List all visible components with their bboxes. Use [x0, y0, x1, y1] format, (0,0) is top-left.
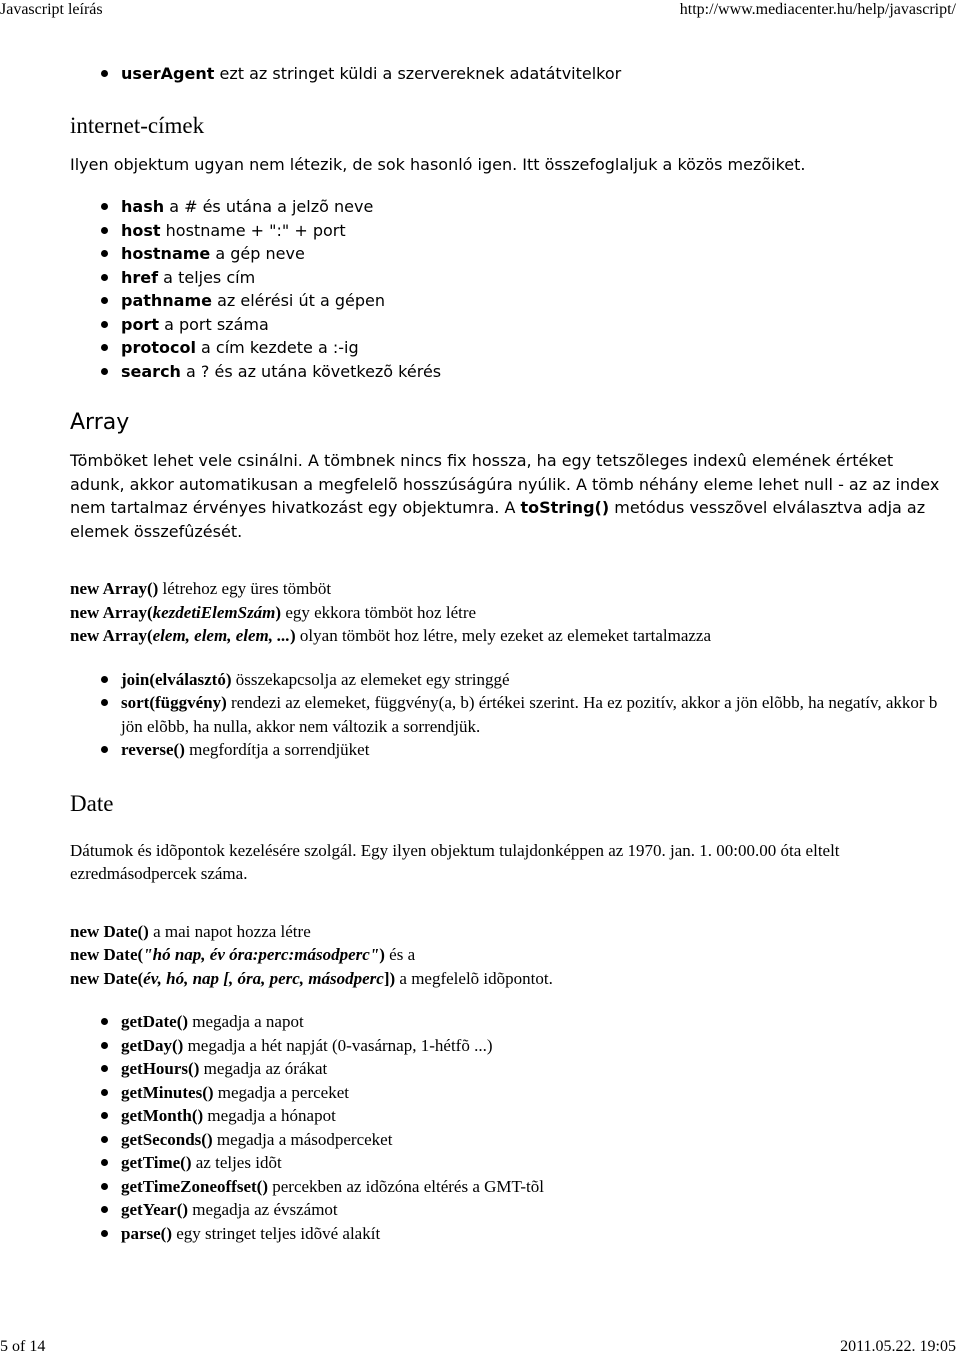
array-para-text-3: metódus vesszõvel elválasztva adja az elemek összefûzését. — [70, 498, 926, 541]
constructor-code-end: ) — [379, 945, 385, 964]
page-number: 5 of 14 — [0, 1338, 46, 1355]
list-item — [121, 1151, 940, 1175]
term: pathname — [121, 291, 212, 310]
term: getHours() — [121, 1059, 200, 1078]
term: protocol — [121, 338, 196, 357]
constructor-desc: és a — [384, 945, 416, 964]
constructor-line — [70, 601, 940, 625]
list-item — [121, 1222, 940, 1246]
term: host — [121, 220, 161, 240]
term-desc: a port száma — [158, 314, 269, 334]
list-item — [121, 668, 940, 692]
list-item — [121, 1198, 940, 1222]
constructor-line — [70, 967, 940, 991]
list-item — [121, 1034, 940, 1058]
term: join(elválasztó) — [121, 669, 232, 689]
page-header-title: Javascript leírás — [0, 1, 103, 18]
term: getMinutes() — [121, 1082, 214, 1102]
array-para-text-1: Tömböket lehet vele csinálni. — [70, 451, 303, 470]
term: userAgent — [121, 64, 215, 83]
constructor-code: new Array( — [70, 602, 153, 622]
term-desc: egy stringet teljes idõvé alakít — [171, 1223, 381, 1243]
term-desc: megadja a perceket — [213, 1082, 349, 1102]
list-item — [121, 1104, 940, 1128]
constructor-desc: létrehoz egy üres tömböt — [158, 579, 332, 598]
term: getTimeZoneoffset() — [121, 1176, 268, 1196]
list-item — [121, 242, 940, 266]
constructor-desc: a mai napot hozza létre — [148, 921, 311, 941]
constructor-line — [70, 943, 940, 967]
list-item — [121, 1057, 940, 1081]
term-desc: megadja az évszámot — [188, 1200, 338, 1219]
constructor-line — [70, 624, 940, 648]
constructor-code: new Array( — [70, 626, 153, 645]
term-desc: megadja a hónapot — [203, 1106, 336, 1125]
list-item — [121, 313, 940, 337]
document-body — [70, 60, 940, 1245]
list-item — [121, 1081, 940, 1105]
print-timestamp: 2011.05.22. 19:05 — [840, 1338, 956, 1355]
constructor-code: new Date( — [70, 968, 144, 988]
page-header-url: http://www.mediacenter.hu/help/javascript/ — [679, 1, 956, 18]
internet-fields-list — [70, 195, 940, 383]
constructor-line — [70, 920, 940, 944]
term: port — [121, 314, 159, 334]
constructor-code: new Date( — [70, 945, 144, 964]
tostring-term: toString() — [520, 498, 610, 517]
term: getDate() — [121, 1012, 189, 1031]
term-desc: rendezi az elemeket, függvény(a, b) értékei szerint. Ha ez pozitív, akkor a jön elõbb, ha negatív, akkor b jön elõbb, ha nulla, akkor nem változik a sorrendjük. — [121, 693, 938, 736]
internet-intro: Ilyen objektum ugyan nem létezik, de sok hasonló igen. Itt összefoglaljuk a közös mezõiket. — [70, 154, 806, 174]
term-desc: a # és utána a jelzõ neve — [164, 197, 374, 216]
term: getYear() — [121, 1200, 189, 1219]
list-item — [121, 738, 940, 762]
term-desc: összekapcsolja az elemeket egy stringgé — [231, 669, 510, 689]
list-item — [121, 219, 940, 243]
constructor-code-end: ) — [275, 602, 282, 622]
term: href — [121, 267, 159, 287]
list-item — [121, 336, 940, 360]
term: getDay() — [121, 1035, 184, 1055]
term-desc: megfordítja a sorrendjüket — [184, 740, 370, 759]
term-desc: az teljes idõt — [191, 1153, 282, 1172]
constructor-code-end: ]) — [383, 968, 396, 988]
list-item — [121, 691, 940, 738]
constructor-arg: elem, elem, elem, ... — [152, 626, 290, 645]
list-item — [121, 266, 940, 290]
term-desc: megadja a napot — [188, 1012, 304, 1031]
list-item — [121, 289, 940, 313]
section-heading-internet: internet-címek — [70, 112, 205, 138]
date-intro: Dátumok és idõpontok kezelésére szolgál. Egy ilyen objektum tulajdonképpen az 1970. jan. 1. 00:00.00 óta eltelt ezredmásodpercek száma. — [70, 840, 840, 883]
date-constructors — [70, 920, 940, 991]
term: parse() — [121, 1223, 172, 1243]
list-item — [121, 1175, 940, 1199]
array-methods-list — [70, 668, 940, 762]
array-paragraph — [70, 449, 940, 543]
list-item — [121, 1128, 940, 1152]
date-methods-list — [70, 1010, 940, 1245]
term-desc: a cím kezdete a :-ig — [195, 338, 359, 357]
constructor-desc: olyan tömböt hoz létre, mely ezeket az elemeket tartalmazza — [295, 626, 712, 645]
term-desc: megadja a másodperceket — [212, 1129, 393, 1149]
term: getTime() — [121, 1153, 192, 1172]
list-item — [121, 62, 940, 86]
section-heading-date: Date — [70, 790, 114, 816]
term: sort(függvény) — [121, 693, 227, 712]
list-item — [121, 1010, 940, 1034]
constructor-code: new Array() — [70, 579, 159, 598]
constructor-arg: év, hó, nap [, óra, perc, másodperc — [143, 968, 384, 988]
term: reverse() — [121, 740, 185, 759]
constructor-desc: egy ekkora tömböt hoz létre — [281, 602, 477, 622]
constructor-code: new Date() — [70, 921, 149, 941]
term-desc: percekben az idõzóna eltérés a GMT-tõl — [267, 1176, 544, 1196]
term: getSeconds() — [121, 1129, 213, 1149]
section-heading-array: Array — [70, 410, 130, 435]
term-desc: a teljes cím — [158, 267, 256, 287]
constructor-arg: kezdetiElemSzám — [152, 602, 276, 622]
constructor-code-end: ) — [290, 626, 296, 645]
term: getMonth() — [121, 1106, 204, 1125]
term: hash — [121, 197, 165, 216]
array-constructors — [70, 577, 940, 648]
term-desc: megadja az órákat — [199, 1059, 328, 1078]
list-item — [121, 360, 940, 384]
constructor-arg: "hó nap, év óra:perc:másodperc" — [143, 945, 380, 964]
term-desc: megadja a hét napját (0-vasárnap, 1-hétfõ ...) — [183, 1035, 493, 1055]
list-item — [121, 195, 940, 219]
term-desc: az elérési út a gépen — [212, 291, 385, 310]
useragent-list — [70, 62, 940, 86]
term-desc: a ? és az utána következõ kérés — [180, 361, 442, 381]
term-desc: hostname + ":" + port — [160, 220, 346, 240]
term-desc: ezt az stringet küldi a szervereknek adatátvitelkor — [214, 64, 622, 83]
constructor-line — [70, 577, 940, 601]
term: hostname — [121, 244, 211, 263]
term-desc: a gép neve — [210, 244, 305, 263]
constructor-desc: a megfelelõ idõpontot. — [395, 968, 553, 988]
array-para-text-2: A tömbnek nincs fix hossza, ha egy tetszõleges indexû elemének értéket adunk, akkor automatikusan a megfelelõ hosszúságúra nyúlik. A tömb néhány eleme lehet null - az az index nem tartalmaz érvényes hivatkozást egy objektumra. A — [70, 451, 940, 517]
term: search — [121, 361, 181, 381]
